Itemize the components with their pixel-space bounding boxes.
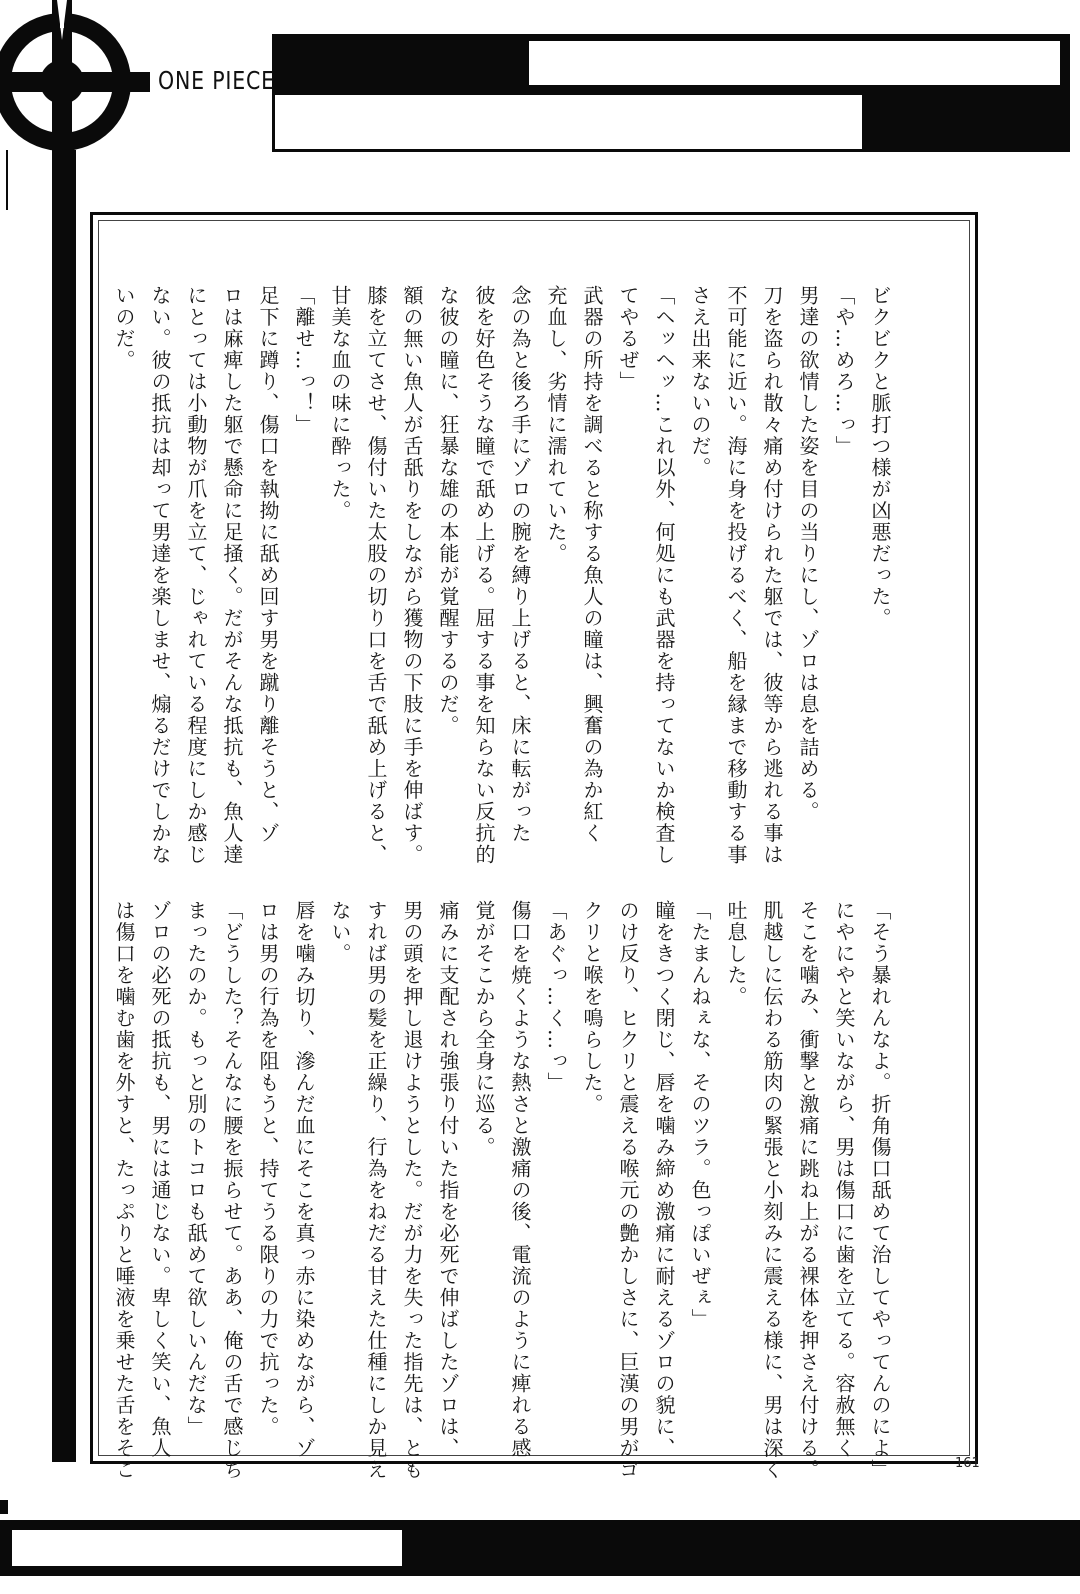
body-upper-line: 「や…めろ…っ」: [832, 285, 856, 457]
left-vertical-bar: [52, 150, 76, 1462]
body-upper-line: 彼を好色そうな瞳で舐め上げる。屈する事を知らない反抗的: [472, 285, 496, 866]
series-title: ONE PIECE: [158, 66, 275, 95]
body-lower-line: 「そう暴れんなよ。折角傷口舐めて治してやってんのによ」: [868, 900, 892, 1481]
body-upper-line: にとっては小動物が爪を立て、じゃれている程度にしか感じ: [184, 285, 208, 866]
body-lower-line: そこを噛み、衝撃と激痛に跳ね上がる裸体を押さえ付ける。: [796, 900, 820, 1481]
body-upper-line: ビクビクと脈打つ様が凶悪だった。: [868, 285, 892, 629]
body-upper-line: な彼の瞳に、狂暴な雄の本能が覚醒するのだ。: [436, 285, 460, 737]
footer-bar-white-band: [10, 1528, 404, 1568]
footer-left-tick: [0, 1500, 8, 1514]
body-lower-line: 肌越しに伝わる筋肉の緊張と小刻みに震える様に、男は深く: [760, 900, 784, 1481]
body-lower-line: 唇を噛み切り、滲んだ血にそこを真っ赤に染めながら、ゾ: [292, 900, 316, 1459]
body-text-upper: [106, 285, 898, 866]
body-upper-line: 不可能に近い。海に身を投げるべく、船を縁まで移動する事: [724, 285, 748, 866]
body-upper-line: てやるぜ」: [616, 285, 640, 393]
left-thin-line: [6, 150, 8, 210]
body-upper-line: 男達の欲情した姿を目の当りにし、ゾロは息を詰める。: [796, 285, 820, 823]
body-text-lower: [106, 900, 898, 1481]
body-upper-line: さえ出来ないのだ。: [688, 285, 712, 479]
body-lower-line: ない。: [328, 900, 352, 965]
body-upper-line: 額の無い魚人が舌舐りをしながら獲物の下肢に手を伸ばす。: [400, 285, 424, 866]
crosshair-emblem-icon: [0, 0, 150, 160]
body-lower-line: 「たまんねぇな、そのツラ。色っぽいぜぇ」: [688, 900, 712, 1330]
body-lower-line: 男の頭を押し退けようとした。だが力を失った指先は、とも: [400, 900, 424, 1481]
body-lower-line: 痛みに支配され強張り付いた指を必死で伸ばしたゾロは、: [436, 900, 460, 1459]
page-number: 161: [955, 1456, 980, 1471]
body-lower-line: 覚がそこから全身に巡る。: [472, 900, 496, 1158]
body-upper-line: いのだ。: [112, 285, 136, 371]
body-upper-line: 念の為と後ろ手にゾロの腕を縛り上げると、床に転がった: [508, 285, 532, 844]
body-upper-line: ロは麻痺した躯で懸命に足掻く。だがそんな抵抗も、魚人達: [220, 285, 244, 866]
body-upper-line: 足下に蹲り、傷口を執拗に舐め回す男を蹴り離そうと、ゾ: [256, 285, 280, 844]
body-lower-line: まったのか。もっと別のトコロも舐めて欲しいんだな」: [184, 900, 208, 1438]
body-upper-line: 甘美な血の味に酔った。: [328, 285, 352, 522]
body-upper-line: 「ヘッヘッ…これ以外、何処にも武器を持ってないか検査し: [652, 285, 676, 866]
body-lower-line: 瞳をきつく閉じ、唇を噛み締め激痛に耐えるゾロの貌に、: [652, 900, 676, 1459]
body-lower-line: ロは男の行為を阻もうと、持てうる限りの力で抗った。: [256, 900, 280, 1438]
body-lower-line: 傷口を焼くような熱さと激痛の後、電流のように痺れる感: [508, 900, 532, 1459]
body-lower-line: ゾロの必死の抵抗も、男には通じない。卑しく笑い、魚人: [148, 900, 172, 1459]
body-lower-line: 吐息した。: [724, 900, 748, 1008]
header-bar-lower-black-fill: [862, 92, 1070, 152]
body-lower-line: クリと喉を鳴らした。: [580, 900, 604, 1115]
body-upper-line: 刀を盗られ散々痛め付けられた躯では、彼等から逃れる事は: [760, 285, 784, 866]
body-lower-line: にやにやと笑いながら、男は傷口に歯を立てる。容赦無く: [832, 900, 856, 1459]
body-upper-line: 武器の所持を調べると称する魚人の瞳は、興奮の為か紅く: [580, 285, 604, 844]
body-upper-line: 「離せ…っ！」: [292, 285, 316, 436]
body-lower-line: 「どうした？そんなに腰を振らせて。ああ、俺の舌で感じち: [220, 900, 244, 1481]
body-lower-line: 「あぐっ…く…っ」: [544, 900, 568, 1094]
body-lower-line: すれば男の髪を正繰り、行為をねだる甘えた仕種にしか見え: [364, 900, 388, 1481]
body-upper-line: 充血し、劣情に濡れていた。: [544, 285, 568, 565]
body-upper-line: ない。彼の抵抗は却って男達を楽しませ、煽るだけでしかな: [148, 285, 172, 866]
body-lower-line: は傷口を噛む歯を外すと、たっぷりと唾液を乗せた舌をそこ: [112, 900, 136, 1481]
header-bar-upper-white-band: [527, 39, 1062, 87]
body-upper-line: 膝を立てさせ、傷付いた太股の切り口を舌で舐め上げると、: [364, 285, 388, 866]
body-lower-line: のけ反り、ヒクリと震える喉元の艶かしさに、巨漢の男がゴ: [616, 900, 640, 1481]
